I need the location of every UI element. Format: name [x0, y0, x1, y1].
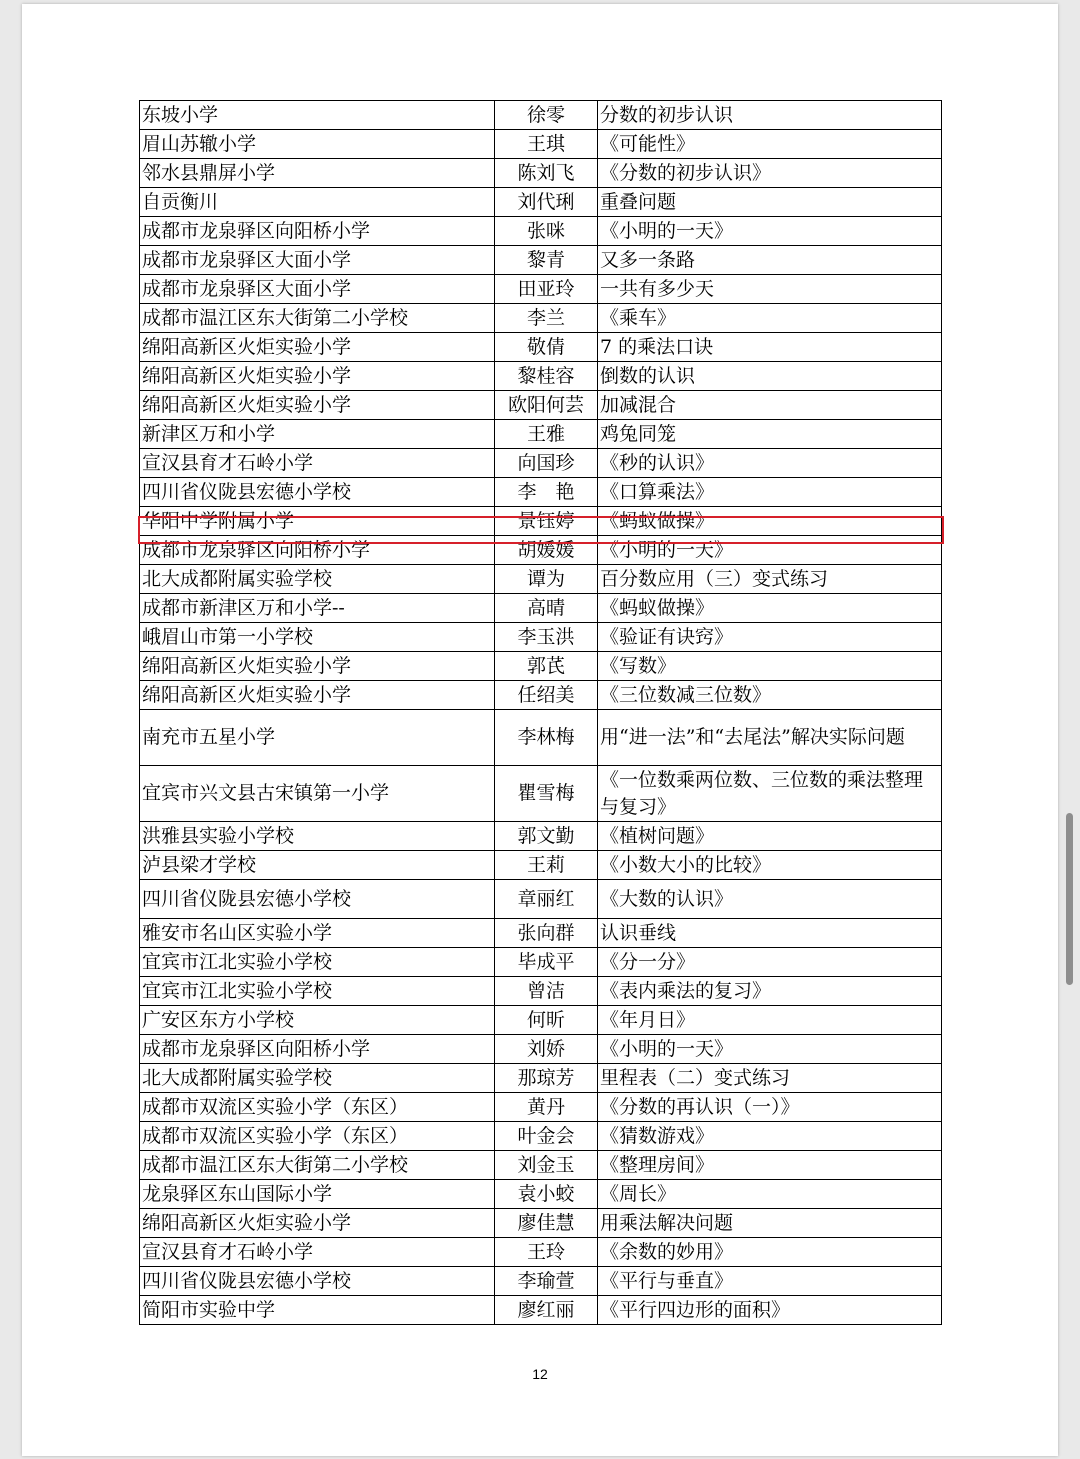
lesson-cell: 《一位数乘两位数、三位数的乘法整理与复习》 — [598, 766, 942, 822]
lesson-cell: 《大数的认识》 — [598, 880, 942, 919]
lesson-cell: 《写数》 — [598, 652, 942, 681]
teacher-cell: 李 艳 — [495, 478, 598, 507]
school-cell: 东坡小学 — [140, 101, 495, 130]
lesson-cell: 《秒的认识》 — [598, 449, 942, 478]
teacher-cell: 王雅 — [495, 420, 598, 449]
school-cell: 华阳中学附属小学 — [140, 507, 495, 536]
table-row — [140, 1209, 942, 1238]
table-row — [140, 1180, 942, 1209]
teacher-cell: 李林梅 — [495, 710, 598, 766]
lesson-cell: 《口算乘法》 — [598, 478, 942, 507]
teacher-cell: 徐零 — [495, 101, 598, 130]
table-row — [140, 101, 942, 130]
teacher-cell: 郭文勤 — [495, 822, 598, 851]
lesson-cell: 《小数大小的比较》 — [598, 851, 942, 880]
table-row — [140, 1035, 942, 1064]
school-cell: 新津区万和小学 — [140, 420, 495, 449]
lesson-cell: 分数的初步认识 — [598, 101, 942, 130]
teacher-cell: 毕成平 — [495, 948, 598, 977]
table-row — [140, 880, 942, 919]
lesson-cell: 《蚂蚁做操》 — [598, 594, 942, 623]
teacher-cell: 那琼芳 — [495, 1064, 598, 1093]
table-row — [140, 478, 942, 507]
table-row — [140, 948, 942, 977]
lesson-cell: 《植树问题》 — [598, 822, 942, 851]
school-cell: 广安区东方小学校 — [140, 1006, 495, 1035]
lesson-cell: 《小明的一天》 — [598, 1035, 942, 1064]
lesson-cell: 《验证有诀窍》 — [598, 623, 942, 652]
lesson-cell: 一共有多少天 — [598, 275, 942, 304]
table-row — [140, 1267, 942, 1296]
school-cell: 绵阳高新区火炬实验小学 — [140, 333, 495, 362]
lesson-cell: 《三位数减三位数》 — [598, 681, 942, 710]
table-row — [140, 1093, 942, 1122]
lesson-cell: 《分数的再认识（一）》 — [598, 1093, 942, 1122]
school-cell: 宜宾市江北实验小学校 — [140, 977, 495, 1006]
teacher-cell: 敬倩 — [495, 333, 598, 362]
school-cell: 自贡衡川 — [140, 188, 495, 217]
table-row — [140, 536, 942, 565]
teacher-cell: 王琪 — [495, 130, 598, 159]
teacher-cell: 景钰婷 — [495, 507, 598, 536]
lesson-cell: 百分数应用（三）变式练习 — [598, 565, 942, 594]
school-cell: 绵阳高新区火炬实验小学 — [140, 681, 495, 710]
teacher-cell: 郭芪 — [495, 652, 598, 681]
teacher-cell: 黎桂容 — [495, 362, 598, 391]
school-cell: 简阳市实验中学 — [140, 1296, 495, 1325]
table-row — [140, 623, 942, 652]
table-row — [140, 1296, 942, 1325]
lesson-cell: 《分数的初步认识》 — [598, 159, 942, 188]
teacher-cell: 曾洁 — [495, 977, 598, 1006]
lesson-cell: 《周长》 — [598, 1180, 942, 1209]
lesson-cell: 《平行与垂直》 — [598, 1267, 942, 1296]
teacher-cell: 刘娇 — [495, 1035, 598, 1064]
lesson-cell: 《小明的一天》 — [598, 217, 942, 246]
school-cell: 北大成都附属实验学校 — [140, 565, 495, 594]
table-body — [140, 101, 942, 1325]
table-row — [140, 710, 942, 766]
lesson-cell: 《猜数游戏》 — [598, 1122, 942, 1151]
lesson-cell: 加减混合 — [598, 391, 942, 420]
school-cell: 成都市新津区万和小学-- — [140, 594, 495, 623]
lesson-cell: 《小明的一天》 — [598, 536, 942, 565]
lesson-cell: 用“进一法”和“去尾法”解决实际问题 — [598, 710, 942, 766]
table-row — [140, 652, 942, 681]
teacher-cell: 王玲 — [495, 1238, 598, 1267]
table-row — [140, 217, 942, 246]
school-cell: 成都市双流区实验小学（东区） — [140, 1093, 495, 1122]
teacher-cell: 李瑜萱 — [495, 1267, 598, 1296]
table-row — [140, 1151, 942, 1180]
table-row — [140, 594, 942, 623]
table-row — [140, 304, 942, 333]
lesson-cell: 倒数的认识 — [598, 362, 942, 391]
school-cell: 邻水县鼎屏小学 — [140, 159, 495, 188]
teacher-cell: 胡媛媛 — [495, 536, 598, 565]
school-cell: 宣汉县育才石岭小学 — [140, 449, 495, 478]
teacher-cell: 王莉 — [495, 851, 598, 880]
school-cell: 绵阳高新区火炬实验小学 — [140, 1209, 495, 1238]
lesson-cell: 《表内乘法的复习》 — [598, 977, 942, 1006]
table-row — [140, 159, 942, 188]
table-row — [140, 822, 942, 851]
teacher-cell: 谭为 — [495, 565, 598, 594]
school-cell: 成都市龙泉驿区大面小学 — [140, 246, 495, 275]
school-cell: 成都市双流区实验小学（东区） — [140, 1122, 495, 1151]
school-cell: 龙泉驿区东山国际小学 — [140, 1180, 495, 1209]
lesson-cell: 《平行四边形的面积》 — [598, 1296, 942, 1325]
table-row — [140, 188, 942, 217]
lesson-cell: 又多一条路 — [598, 246, 942, 275]
teacher-cell: 刘代琍 — [495, 188, 598, 217]
teacher-cell: 李兰 — [495, 304, 598, 333]
school-cell: 四川省仪陇县宏德小学校 — [140, 1267, 495, 1296]
teacher-cell: 高晴 — [495, 594, 598, 623]
school-cell: 南充市五星小学 — [140, 710, 495, 766]
award-table — [139, 100, 942, 1325]
table-row — [140, 1006, 942, 1035]
page-number: 12 — [532, 1366, 548, 1382]
lesson-cell: 《整理房间》 — [598, 1151, 942, 1180]
lesson-cell: 《乘车》 — [598, 304, 942, 333]
table-row — [140, 851, 942, 880]
lesson-cell: 7 的乘法口诀 — [598, 333, 942, 362]
table-row — [140, 1064, 942, 1093]
teacher-cell: 廖佳慧 — [495, 1209, 598, 1238]
table-row — [140, 391, 942, 420]
table-row — [140, 507, 942, 536]
lesson-cell: 重叠问题 — [598, 188, 942, 217]
table-row — [140, 130, 942, 159]
school-cell: 绵阳高新区火炬实验小学 — [140, 362, 495, 391]
table-row — [140, 362, 942, 391]
school-cell: 成都市龙泉驿区向阳桥小学 — [140, 536, 495, 565]
teacher-cell: 向国珍 — [495, 449, 598, 478]
table-row — [140, 919, 942, 948]
school-cell: 眉山苏辙小学 — [140, 130, 495, 159]
table-row — [140, 681, 942, 710]
table-row — [140, 766, 942, 822]
teacher-cell: 黎青 — [495, 246, 598, 275]
teacher-cell: 张向群 — [495, 919, 598, 948]
document-page — [22, 4, 1058, 1456]
lesson-cell: 《可能性》 — [598, 130, 942, 159]
school-cell: 四川省仪陇县宏德小学校 — [140, 880, 495, 919]
teacher-cell: 瞿雪梅 — [495, 766, 598, 822]
lesson-cell: 用乘法解决问题 — [598, 1209, 942, 1238]
school-cell: 成都市温江区东大街第二小学校 — [140, 1151, 495, 1180]
teacher-cell: 张咪 — [495, 217, 598, 246]
teacher-cell: 刘金玉 — [495, 1151, 598, 1180]
teacher-cell: 李玉洪 — [495, 623, 598, 652]
lesson-cell: 《分一分》 — [598, 948, 942, 977]
teacher-cell: 陈刘飞 — [495, 159, 598, 188]
school-cell: 雅安市名山区实验小学 — [140, 919, 495, 948]
school-cell: 宣汉县育才石岭小学 — [140, 1238, 495, 1267]
table-row — [140, 275, 942, 304]
lesson-cell: 里程表（二）变式练习 — [598, 1064, 942, 1093]
teacher-cell: 何昕 — [495, 1006, 598, 1035]
school-cell: 绵阳高新区火炬实验小学 — [140, 652, 495, 681]
school-cell: 四川省仪陇县宏德小学校 — [140, 478, 495, 507]
school-cell: 宜宾市兴文县古宋镇第一小学 — [140, 766, 495, 822]
teacher-cell: 田亚玲 — [495, 275, 598, 304]
lesson-cell: 《年月日》 — [598, 1006, 942, 1035]
teacher-cell: 欧阳何芸 — [495, 391, 598, 420]
teacher-cell: 任绍美 — [495, 681, 598, 710]
table-row — [140, 246, 942, 275]
school-cell: 成都市龙泉驿区向阳桥小学 — [140, 217, 495, 246]
lesson-cell: 认识垂线 — [598, 919, 942, 948]
vertical-scrollbar[interactable] — [1066, 813, 1073, 985]
school-cell: 洪雅县实验小学校 — [140, 822, 495, 851]
teacher-cell: 叶金会 — [495, 1122, 598, 1151]
lesson-cell: 《蚂蚁做操》 — [598, 507, 942, 536]
table-row — [140, 420, 942, 449]
school-cell: 泸县梁才学校 — [140, 851, 495, 880]
school-cell: 北大成都附属实验学校 — [140, 1064, 495, 1093]
school-cell: 绵阳高新区火炬实验小学 — [140, 391, 495, 420]
table-row — [140, 977, 942, 1006]
teacher-cell: 廖红丽 — [495, 1296, 598, 1325]
table-row — [140, 1122, 942, 1151]
lesson-cell: 鸡兔同笼 — [598, 420, 942, 449]
school-cell: 峨眉山市第一小学校 — [140, 623, 495, 652]
table-row — [140, 333, 942, 362]
table-row — [140, 1238, 942, 1267]
school-cell: 宜宾市江北实验小学校 — [140, 948, 495, 977]
school-cell: 成都市龙泉驿区向阳桥小学 — [140, 1035, 495, 1064]
school-cell: 成都市温江区东大街第二小学校 — [140, 304, 495, 333]
school-cell: 成都市龙泉驿区大面小学 — [140, 275, 495, 304]
lesson-cell: 《余数的妙用》 — [598, 1238, 942, 1267]
teacher-cell: 袁小蛟 — [495, 1180, 598, 1209]
teacher-cell: 黄丹 — [495, 1093, 598, 1122]
teacher-cell: 章丽红 — [495, 880, 598, 919]
table-row — [140, 449, 942, 478]
table-row — [140, 565, 942, 594]
